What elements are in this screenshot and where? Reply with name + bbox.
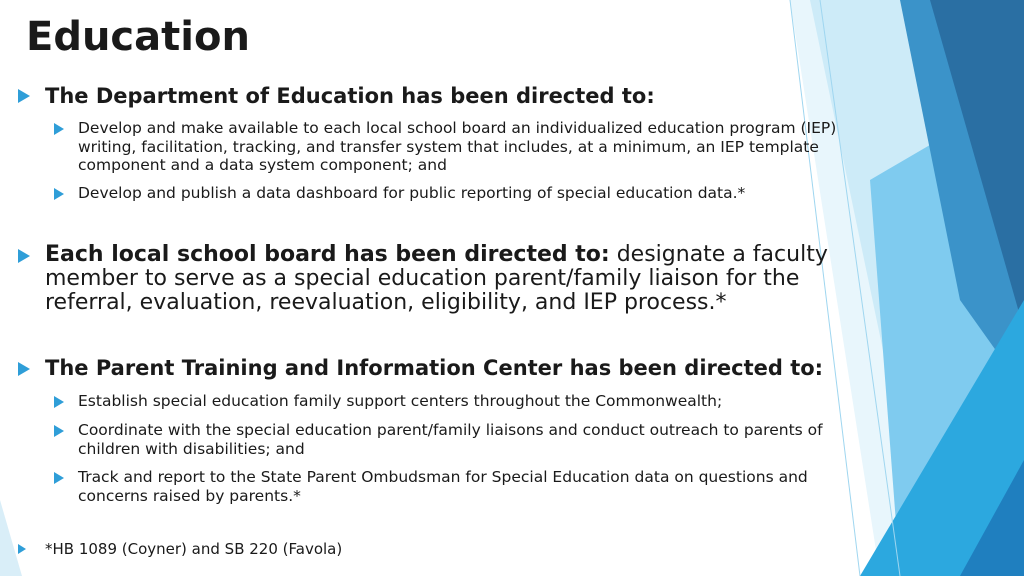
section-3-item-1: Establish special education family support centers throughout the Commonwealth; — [78, 392, 723, 410]
section-3-item-2: Coordinate with the special education parent/family liaisons and conduct outreach to parents of children with disabilities; and — [78, 421, 823, 458]
bullet-arrow-icon — [54, 188, 64, 200]
section-1-item-2: Develop and publish a data dashboard for public reporting of special education data.* — [78, 184, 746, 202]
section-3-item-3: Track and report to the State Parent Ombudsman for Special Education data on questions and concerns raised by parents.* — [78, 468, 808, 505]
bullet-arrow-icon — [18, 249, 30, 263]
bullet-arrow-icon — [54, 396, 64, 408]
bullet-arrow-icon — [18, 544, 26, 554]
bullet-arrow-icon — [54, 472, 64, 484]
bullet-arrow-icon — [18, 362, 30, 376]
bullet-arrow-icon — [54, 425, 64, 437]
bullet-arrow-icon — [54, 123, 64, 135]
page-title: Education — [26, 14, 250, 60]
section-2-heading: Each local school board has been directed to: — [45, 242, 610, 267]
bullet-arrow-icon — [18, 89, 30, 103]
footnote: *HB 1089 (Coyner) and SB 220 (Favola) — [45, 540, 343, 558]
section-1-heading: The Department of Education has been directed to: — [45, 84, 655, 108]
section-1-item-1: Develop and make available to each local school board an individualized education program (IEP) writing, facilitation, tracking, and transfer system that includes, at a minimum, an IEP template component and a data system component; and — [78, 119, 837, 174]
section-3-heading: The Parent Training and Information Center has been directed to: — [45, 356, 824, 380]
section-2-body: designate a faculty member to serve as a special education parent/family liaison for the referral, evaluation, reevaluation, eligibility, and IEP process.* — [45, 242, 828, 315]
section-2-text — [45, 243, 845, 315]
